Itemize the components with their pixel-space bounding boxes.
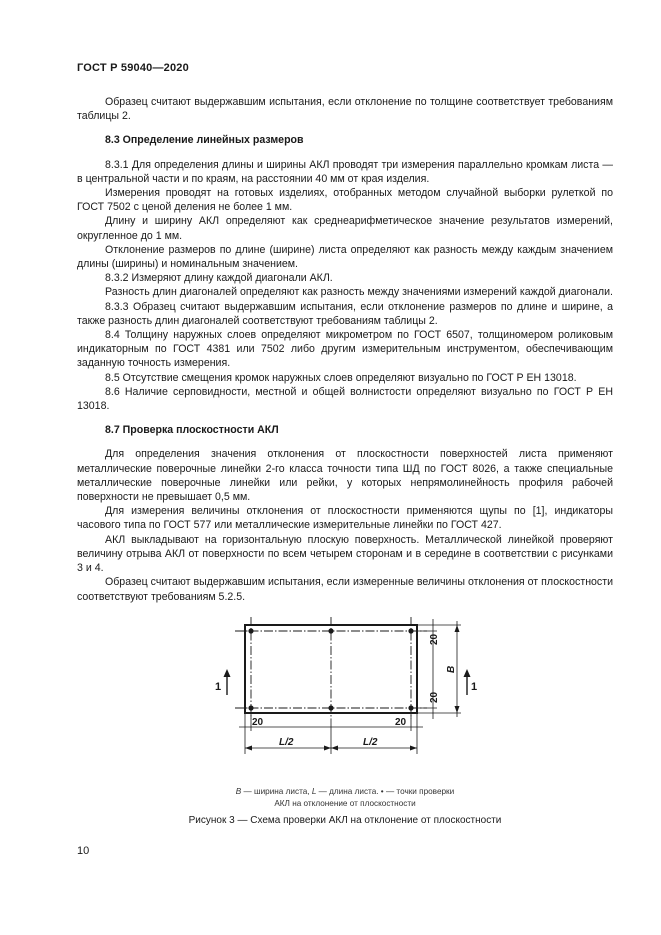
document-body	[77, 95, 613, 604]
section-label-right: 1	[471, 681, 478, 693]
legend-line-2: АКЛ на отклонение от плоскостности	[274, 798, 416, 808]
figure-legend	[77, 786, 613, 809]
paragraph-8-7-instruments: Для измерения величины отклонения от плоскостности применяются щупы по [1], индикаторы часового типа по ГОСТ 577 или металлические измерительные линейки по ГОСТ 427.	[77, 505, 613, 532]
legend-symbol-L: L	[311, 787, 317, 796]
paragraph-measurements: Измерения проводят на готовых изделиях, отобранных методом случайной выборки рулеткой по ГОСТ 7502 с ценой деления не более 1 мм.	[77, 187, 613, 214]
paragraph-8-7-rulers: Для определения значения отклонения от плоскостности поверхностей листа применяют металлические поверочные линейки 2-го класса точности типа ШД по ГОСТ 8026, а также специальные металлические поверочные линейки или рейки, у которых непрямолинейность профиля рабочей поверхности не превышает 0,5 мм.	[77, 448, 613, 504]
dim-20-top: 20	[429, 633, 440, 645]
paragraph-8-3-2: 8.3.2 Измеряют длину каждой диагонали АКЛ.	[105, 272, 333, 285]
section-markers	[227, 673, 467, 695]
paragraph-8-6: 8.6 Наличие серповидности, местной и общей волнистости определяют визуально по ГОСТ Р ЕН 13018.	[77, 385, 613, 413]
dim-L2-left: L/2	[279, 737, 294, 748]
paragraph-8-5: 8.5 Отсутствие смещения кромок наружных слоев определяют визуально по ГОСТ Р ЕН 13018.	[105, 371, 577, 384]
document-header: ГОСТ Р 59040—2020	[77, 62, 189, 74]
figure-3-flatness-scheme	[205, 611, 478, 761]
section-heading-8-3: 8.3 Определение линейных размеров	[105, 134, 304, 147]
paragraph-8-7-procedure: АКЛ выкладывают на горизонтальную плоскую поверхность. Металлической линейкой проверяют величину отрыва АКЛ от поверхности по всем четырем сторонам и в середине в соответствии с рисунками 3 и 4.	[77, 533, 613, 575]
paragraph-8-4: 8.4 Толщину наружных слоев определяют микрометром по ГОСТ 6507, толщиномером роликовым индикаторным по ГОСТ 4381 или 7502 либо другим измерительным инструментом, обеспечивающим заданную точность измерения.	[77, 329, 613, 370]
paragraph-deviation: Отклонение размеров по длине (ширине) листа определяют как разность между каждым значением длины (ширины) и номинальным значением.	[77, 243, 613, 271]
paragraph-thickness-result: Образец считают выдержавшим испытания, если отклонение по толщине соответствует требованиям таблицы 2.	[77, 96, 613, 123]
check-point	[248, 628, 253, 633]
check-point	[328, 705, 333, 710]
dim-20-mid: 20	[429, 691, 440, 703]
dim-B: B	[446, 665, 457, 673]
dim-20-bottom-left: 20	[252, 717, 264, 728]
page-number: 10	[77, 845, 90, 857]
section-label-left: 1	[215, 681, 222, 693]
dim-L2-right: L/2	[363, 737, 378, 748]
legend-symbol-B: B	[235, 787, 242, 796]
dim-20-bottom-right: 20	[395, 717, 407, 728]
paragraph-8-7-result: Образец считают выдержавшим испытания, если измеренные величины отклонения от плоскостности соответствуют требованиям 5.2.5.	[77, 576, 613, 603]
paragraph-8-3-1: 8.3.1 Для определения длины и ширины АКЛ проводят три измерения параллельно кромкам листа — в центральной части и по краям, на расстоянии 40 мм от края изделия.	[77, 158, 613, 185]
paragraph-8-3-3: 8.3.3 Образец считают выдержавшим испытания, если отклонение размеров по длине и ширине, а также разность длин диагоналей соответствуют требованиям таблицы 2.	[77, 300, 613, 327]
figure-caption: Рисунок 3 — Схема проверки АКЛ на отклонение от плоскостности	[188, 815, 502, 826]
section-heading-8-7: 8.7 Проверка плоскостности АКЛ	[105, 424, 279, 437]
legend-line-1: B — ширина листа, L — длина листа. • — точки проверки	[235, 787, 455, 796]
paragraph-diagonals: Разность длин диагоналей определяют как разность между значениями измерений каждой диагонали.	[105, 286, 613, 299]
paragraph-length-width: Длину и ширину АКЛ определяют как среднеарифметическое значение результатов измерений, округленное до 1 мм.	[77, 215, 613, 242]
check-point	[248, 705, 253, 710]
flatness-diagram	[205, 611, 478, 761]
check-point	[328, 628, 333, 633]
